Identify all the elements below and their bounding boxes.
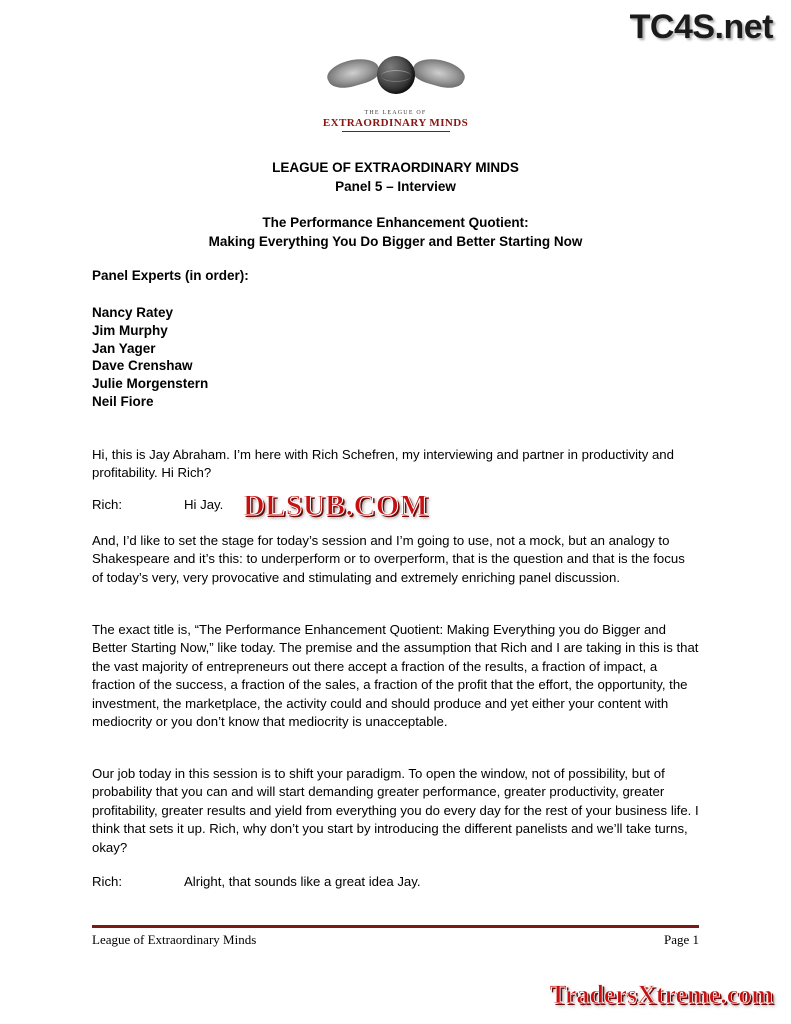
wing-left-icon [321, 54, 383, 92]
list-item: Neil Fiore [92, 393, 154, 409]
speaker-label: Rich: [92, 497, 123, 512]
page-footer [92, 932, 699, 948]
title-line-1: LEAGUE OF EXTRAORDINARY MINDS [272, 160, 519, 175]
logo-small-text: THE LEAGUE OF [364, 110, 427, 116]
panel-experts-list [92, 304, 699, 411]
title-line-2: Panel 5 – Interview [335, 179, 456, 194]
subtitle-line-1: The Performance Enhancement Quotient: [262, 215, 529, 230]
wing-right-icon [407, 54, 469, 92]
list-item: Jim Murphy [92, 322, 168, 338]
footer-divider [92, 925, 699, 928]
page-title [0, 158, 791, 196]
transcript-paragraph-1: Hi, this is Jay Abraham. I’m here with Rich Schefren, my interviewing and partner in productivity and profitability. Hi Rich? [92, 447, 674, 481]
watermark-top-right: TC4S.net [629, 8, 773, 46]
transcript-paragraph-4: Our job today in this session is to shift your paradigm. To open the window, not of possibility, but of probability that you can and will start demanding greater performance, greater productivity, greater profitability, greater results and yield from everything you do every day for the rest of your business life. I think that sets it up. Rich, why don’t you start by introducing the different panelists and we’ll take turns, okay? [92, 766, 699, 855]
speaker-text: Alright, that sounds like a great idea Jay. [184, 874, 421, 889]
speaker-label: Rich: [92, 874, 123, 889]
subtitle-line-2: Making Everything You Do Bigger and Better Starting Now [208, 234, 583, 249]
list-item: Nancy Ratey [92, 305, 174, 320]
list-item: Dave Crenshaw [92, 358, 193, 374]
logo [0, 52, 791, 132]
list-item: Jan Yager [92, 340, 156, 356]
watermark-bottom-right: TradersXtreme.com [549, 980, 773, 1009]
logo-big-text: EXTRAORDINARY MINDS [322, 117, 469, 129]
league-emblem-icon [321, 52, 471, 114]
watermark-middle: DLSUB.COM [243, 489, 429, 522]
panel-experts-label: Panel Experts (in order): [92, 268, 249, 283]
transcript-paragraph-2: And, I’d like to set the stage for today’s session and I’m going to use, not a mock, but an analogy to Shakespeare and it’s this: to underperform or to overperform, that is the question and that is the focus of today’s very, very provocative and stimulating and extremely enriching panel discussion. [92, 533, 685, 585]
transcript-paragraph-3: The exact title is, “The Performance Enhancement Quotient: Making Everything you do Bigger and Better Starting Now,” like today. The premise and the assumption that Rich and I are taking in this is that the vast majority of entrepreneurs out there accept a fraction of the results, a fraction of impact, a fraction of the success, a fraction of the sales, a fraction of the profit that the effort, the opportunity, the investment, the marketplace, the activity could and should produce and yet either your content with mediocrity or you don’t know that mediocrity is unacceptable. [92, 622, 699, 730]
footer-page-number: Page 1 [663, 932, 699, 947]
list-item: Julie Morgenstern [92, 376, 209, 392]
transcript-line-rich-2 [92, 873, 699, 891]
page-subtitle [0, 213, 791, 251]
speaker-text: Hi Jay. [184, 497, 224, 512]
footer-left-text: League of Extraordinary Minds [92, 932, 257, 947]
logo-divider [342, 131, 450, 132]
globe-icon [377, 56, 415, 94]
